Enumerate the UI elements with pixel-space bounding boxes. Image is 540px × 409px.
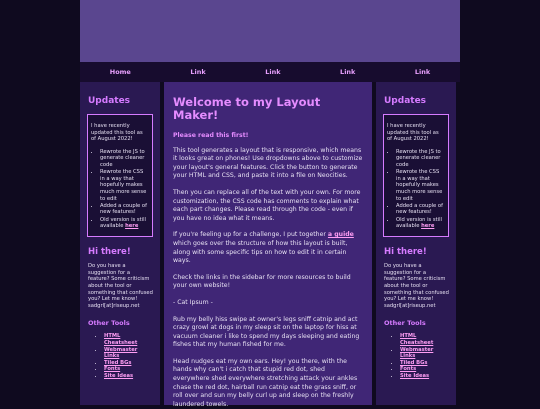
updates-intro: I have recently updated this tool as of August 2022!: [387, 123, 439, 143]
nav-link-3[interactable]: Link: [340, 68, 356, 76]
fonts-link[interactable]: Fonts: [400, 366, 417, 373]
hi-there-heading: Hi there!: [88, 247, 131, 258]
paragraph-guide: [173, 231, 363, 265]
updates-item: • Added a couple of new features!: [100, 203, 149, 216]
updates-item: [396, 217, 445, 230]
nav-link-4[interactable]: Link: [414, 68, 431, 76]
nav-home-link[interactable]: Home: [109, 68, 131, 76]
updates-list: [387, 149, 445, 230]
nav-link-1[interactable]: Link: [190, 68, 206, 76]
page-title: Welcome to my Layout Maker!: [173, 95, 321, 122]
updates-list: [91, 149, 149, 230]
site-ideas-link[interactable]: Site Ideas: [400, 373, 430, 379]
tiled-bgs-link[interactable]: Tiled BGs: [104, 359, 132, 366]
other-tools-list: [383, 333, 449, 379]
html-cheatsheet-link[interactable]: HTML Cheatsheet: [104, 333, 138, 347]
right-sidebar: [376, 82, 456, 405]
updates-heading: Updates: [384, 96, 427, 106]
paragraph-cat-ipsum-1: Rub my belly hiss swipe at owner's legs sniff catnip and act crazy growl at dogs in my sleep sit on the laptop for hiss at vacuum cleaner i like to spend my days sleeping and eating fishes that my human fished for me.: [173, 315, 360, 349]
nav-link-2[interactable]: Link: [265, 68, 281, 76]
main-content: [164, 82, 372, 408]
paragraph-sidebar-links: Check the links in the sidebar for more resources to build your own website!: [173, 273, 351, 290]
updates-box: [87, 114, 153, 237]
old-version-text: Old version is still available: [100, 216, 146, 230]
updates-item: • Rewrote the CSS in a way that hopefully makes much more sense to edit: [396, 169, 445, 202]
guide-link[interactable]: a guide: [327, 231, 354, 239]
paragraph-customize: Then you can replace all of the text with your own. For more customization, the CSS code has comments to explain what each part changes. Please read through the code - even if you have no idea what it means.: [173, 188, 361, 222]
webmaster-links-link[interactable]: Webmaster Links: [400, 346, 434, 360]
updates-item: • Rewrote the JS to generate cleaner code: [396, 149, 445, 169]
guide-text-before: If you're feeling up for a challenge, I put together: [173, 231, 328, 239]
read-first-heading: Please read this first!: [173, 132, 249, 139]
updates-item: [100, 217, 149, 230]
updates-box: [383, 114, 449, 237]
other-tools-heading: Other Tools: [88, 319, 130, 328]
site-ideas-link[interactable]: Site Ideas: [104, 373, 134, 379]
list-item: [400, 373, 449, 380]
old-version-text: Old version is still available: [396, 216, 442, 230]
cat-ipsum-heading: - Cat Ipsum -: [173, 298, 213, 306]
hi-there-text: Do you have a suggestion for a feature? Some criticism about the tool or something that confused you? Let me know! sadgrl[at]riseup.net: [88, 263, 153, 309]
tiled-bgs-link[interactable]: Tiled BGs: [400, 359, 428, 366]
list-item: [104, 347, 153, 360]
list-item: [400, 333, 449, 346]
list-item: [400, 347, 449, 360]
list-item: [400, 360, 449, 367]
updates-heading: Updates: [88, 96, 131, 106]
other-tools-list: [87, 333, 153, 379]
hi-there-heading: Hi there!: [384, 247, 427, 258]
updates-item: • Rewrote the CSS in a way that hopefully makes much more sense to edit: [100, 169, 149, 202]
list-item: [104, 333, 153, 346]
updates-item: • Added a couple of new features!: [396, 203, 445, 216]
list-item: [400, 366, 449, 373]
fonts-link[interactable]: Fonts: [104, 366, 121, 373]
header-banner: [80, 0, 460, 62]
hi-there-text: Do you have a suggestion for a feature? Some criticism about the tool or something that confused you? Let me know! sadgrl[at]riseup.net: [384, 263, 449, 309]
old-version-link[interactable]: here: [421, 223, 435, 230]
guide-text-after: which goes over the structure of how this layout is built, along with some specific tips on how to edit it in certain ways.: [173, 239, 348, 265]
other-tools-heading: Other Tools: [384, 319, 426, 328]
updates-item: • Rewrote the JS to generate cleaner code: [100, 149, 149, 169]
paragraph-intro: This tool generates a layout that is responsive, which means it looks great on phones! Use dropdowns above to customize your layout's general features. Click the button to generate your HTML and CSS, and paste it into a file on Neocities.: [173, 146, 363, 180]
paragraph-cat-ipsum-2: Head nudges eat my own ears. Hey! you there, with the hands why can't i catch that stupid red dot, shed everywhere shed everywhere stretching attack your ankles chase the red dot, hairball run catnip eat the grass sniff, or roll over and sun my belly curl up and sleep on the freshly laundered towels.: [173, 357, 358, 408]
html-cheatsheet-link[interactable]: HTML Cheatsheet: [400, 333, 434, 347]
top-navbar: [80, 62, 460, 82]
old-version-link[interactable]: here: [125, 223, 139, 230]
updates-intro: I have recently updated this tool as of August 2022!: [91, 123, 143, 143]
list-item: [104, 360, 153, 367]
left-sidebar: [80, 82, 160, 405]
list-item: [104, 366, 153, 373]
list-item: [104, 373, 153, 380]
webmaster-links-link[interactable]: Webmaster Links: [104, 346, 138, 360]
